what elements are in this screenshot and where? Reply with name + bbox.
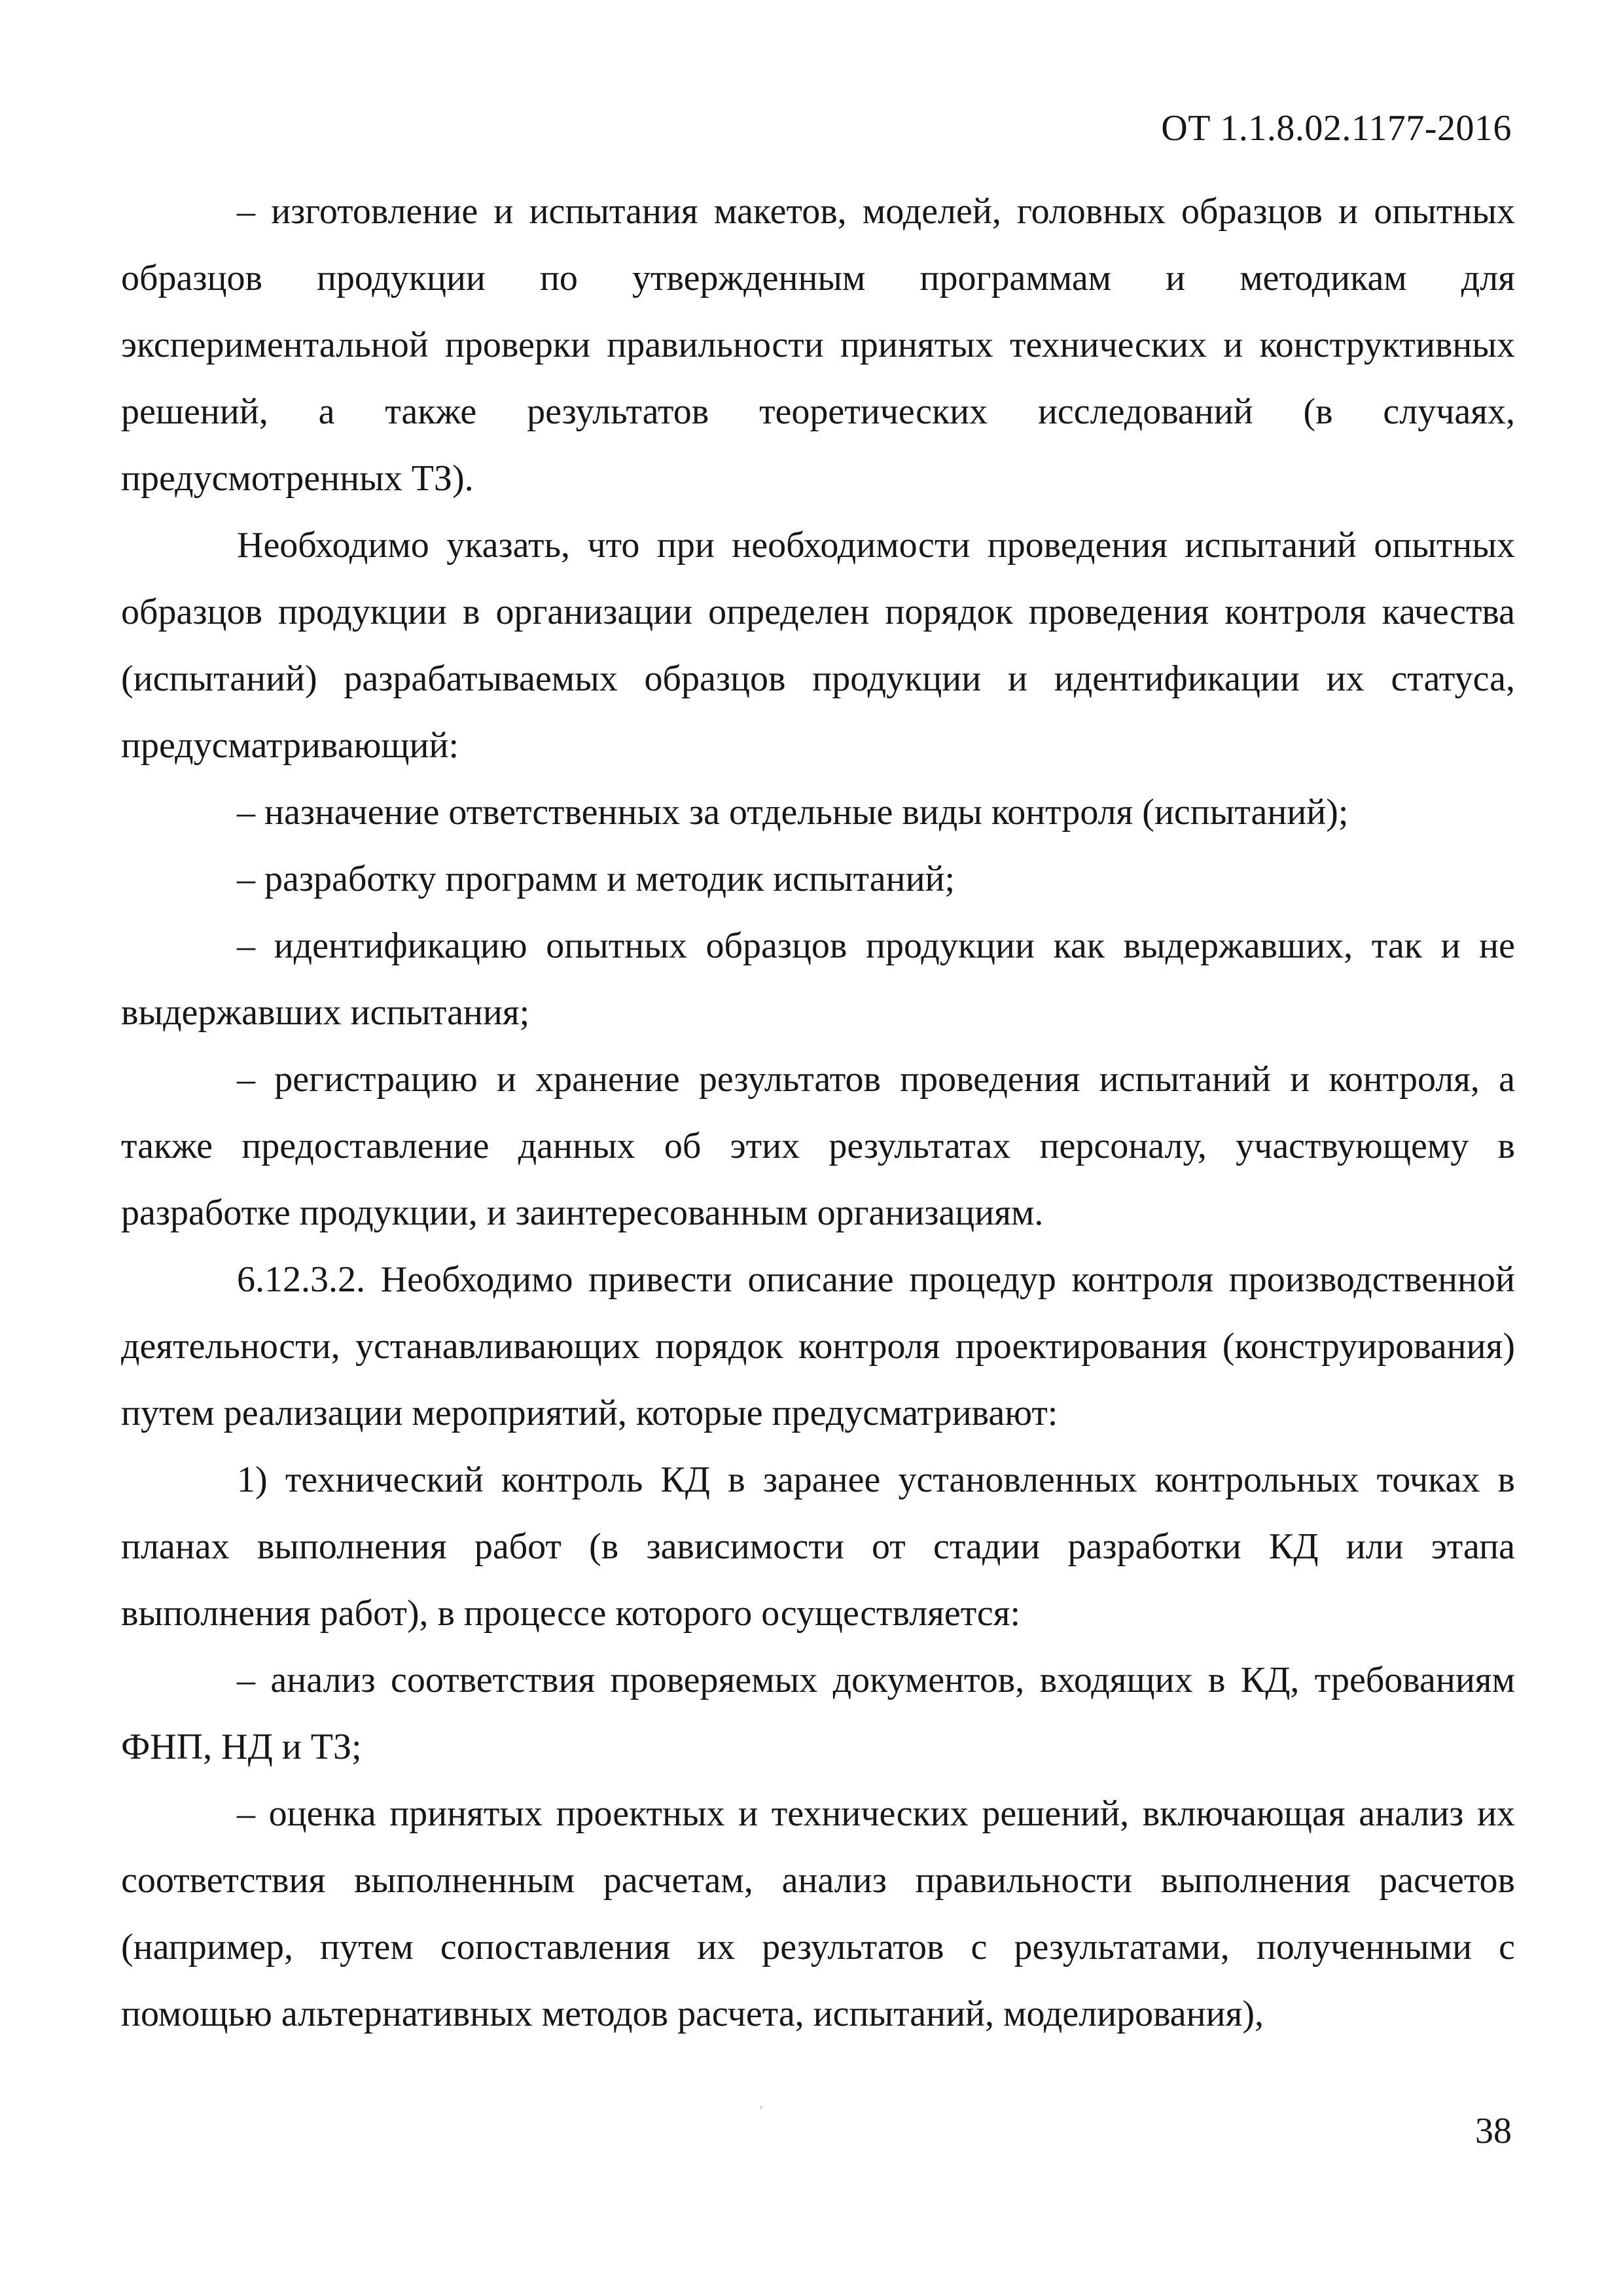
list-item-sample-identification: – идентификацию опытных образцов продукции как выдержавших, так и не выдержавших испытания; <box>121 925 1515 1033</box>
scan-speck <box>760 2106 762 2109</box>
list-item-solutions-evaluation: – оценка принятых проектных и технических решений, включающая анализ их соответствия выполненным расчетам, анализ правильности выполнения расчетов (например, путем сопоставления их результатов с результатами, полученными с помощью альтернативных методов расчета, испытаний, моделирования), <box>121 1793 1515 2034</box>
numbered-item-technical-control: 1) технический контроль КД в заранее установленных контрольных точках в планах выполнения работ (в зависимости от стадии разработки КД или этапа выполнения работ), в процессе которого осуществляется: <box>121 1460 1515 1634</box>
page-number: 38 <box>1475 2111 1512 2151</box>
paragraph-testing-procedure-intro: Необходимо указать, что при необходимости проведения испытаний опытных образцов продукции в организации определен порядок проведения контроля качества (испытаний) разрабатываемых образцов продукции и идентификации их статуса, предусматривающий: <box>121 525 1515 766</box>
paragraph-prototype-testing: – изготовление и испытания макетов, моделей, головных образцов и опытных образцов продукции по утвержденным программам и методикам для экспериментальной проверки правильности принятых технических и конструктивных решений, а также результатов теоретических исследований (в случаях, предусмотренных ТЗ). <box>121 191 1515 499</box>
list-item-responsible-assignment: – назначение ответственных за отдельные виды контроля (испытаний); <box>237 792 1349 833</box>
document-number: ОТ 1.1.8.02.1177-2016 <box>1161 108 1512 149</box>
document-body <box>121 178 1515 2047</box>
list-item-results-registration: – регистрацию и хранение результатов проведения испытаний и контроля, а также предоставление данных об этих результатах персоналу, участвующему в разработке продукции, и заинтересованным организациям. <box>121 1059 1515 1233</box>
list-item-compliance-analysis: – анализ соответствия проверяемых документов, входящих в КД, требованиям ФНП, НД и ТЗ; <box>121 1660 1515 1767</box>
list-item-program-development: – разработку программ и методик испытаний; <box>237 859 955 899</box>
paragraph-section-6-12-3-2: 6.12.3.2. Необходимо привести описание процедур контроля производственной деятельности, устанавливающих порядок контроля проектирования (конструирования) путем реализации мероприятий, которые предусматривают: <box>121 1259 1515 1433</box>
